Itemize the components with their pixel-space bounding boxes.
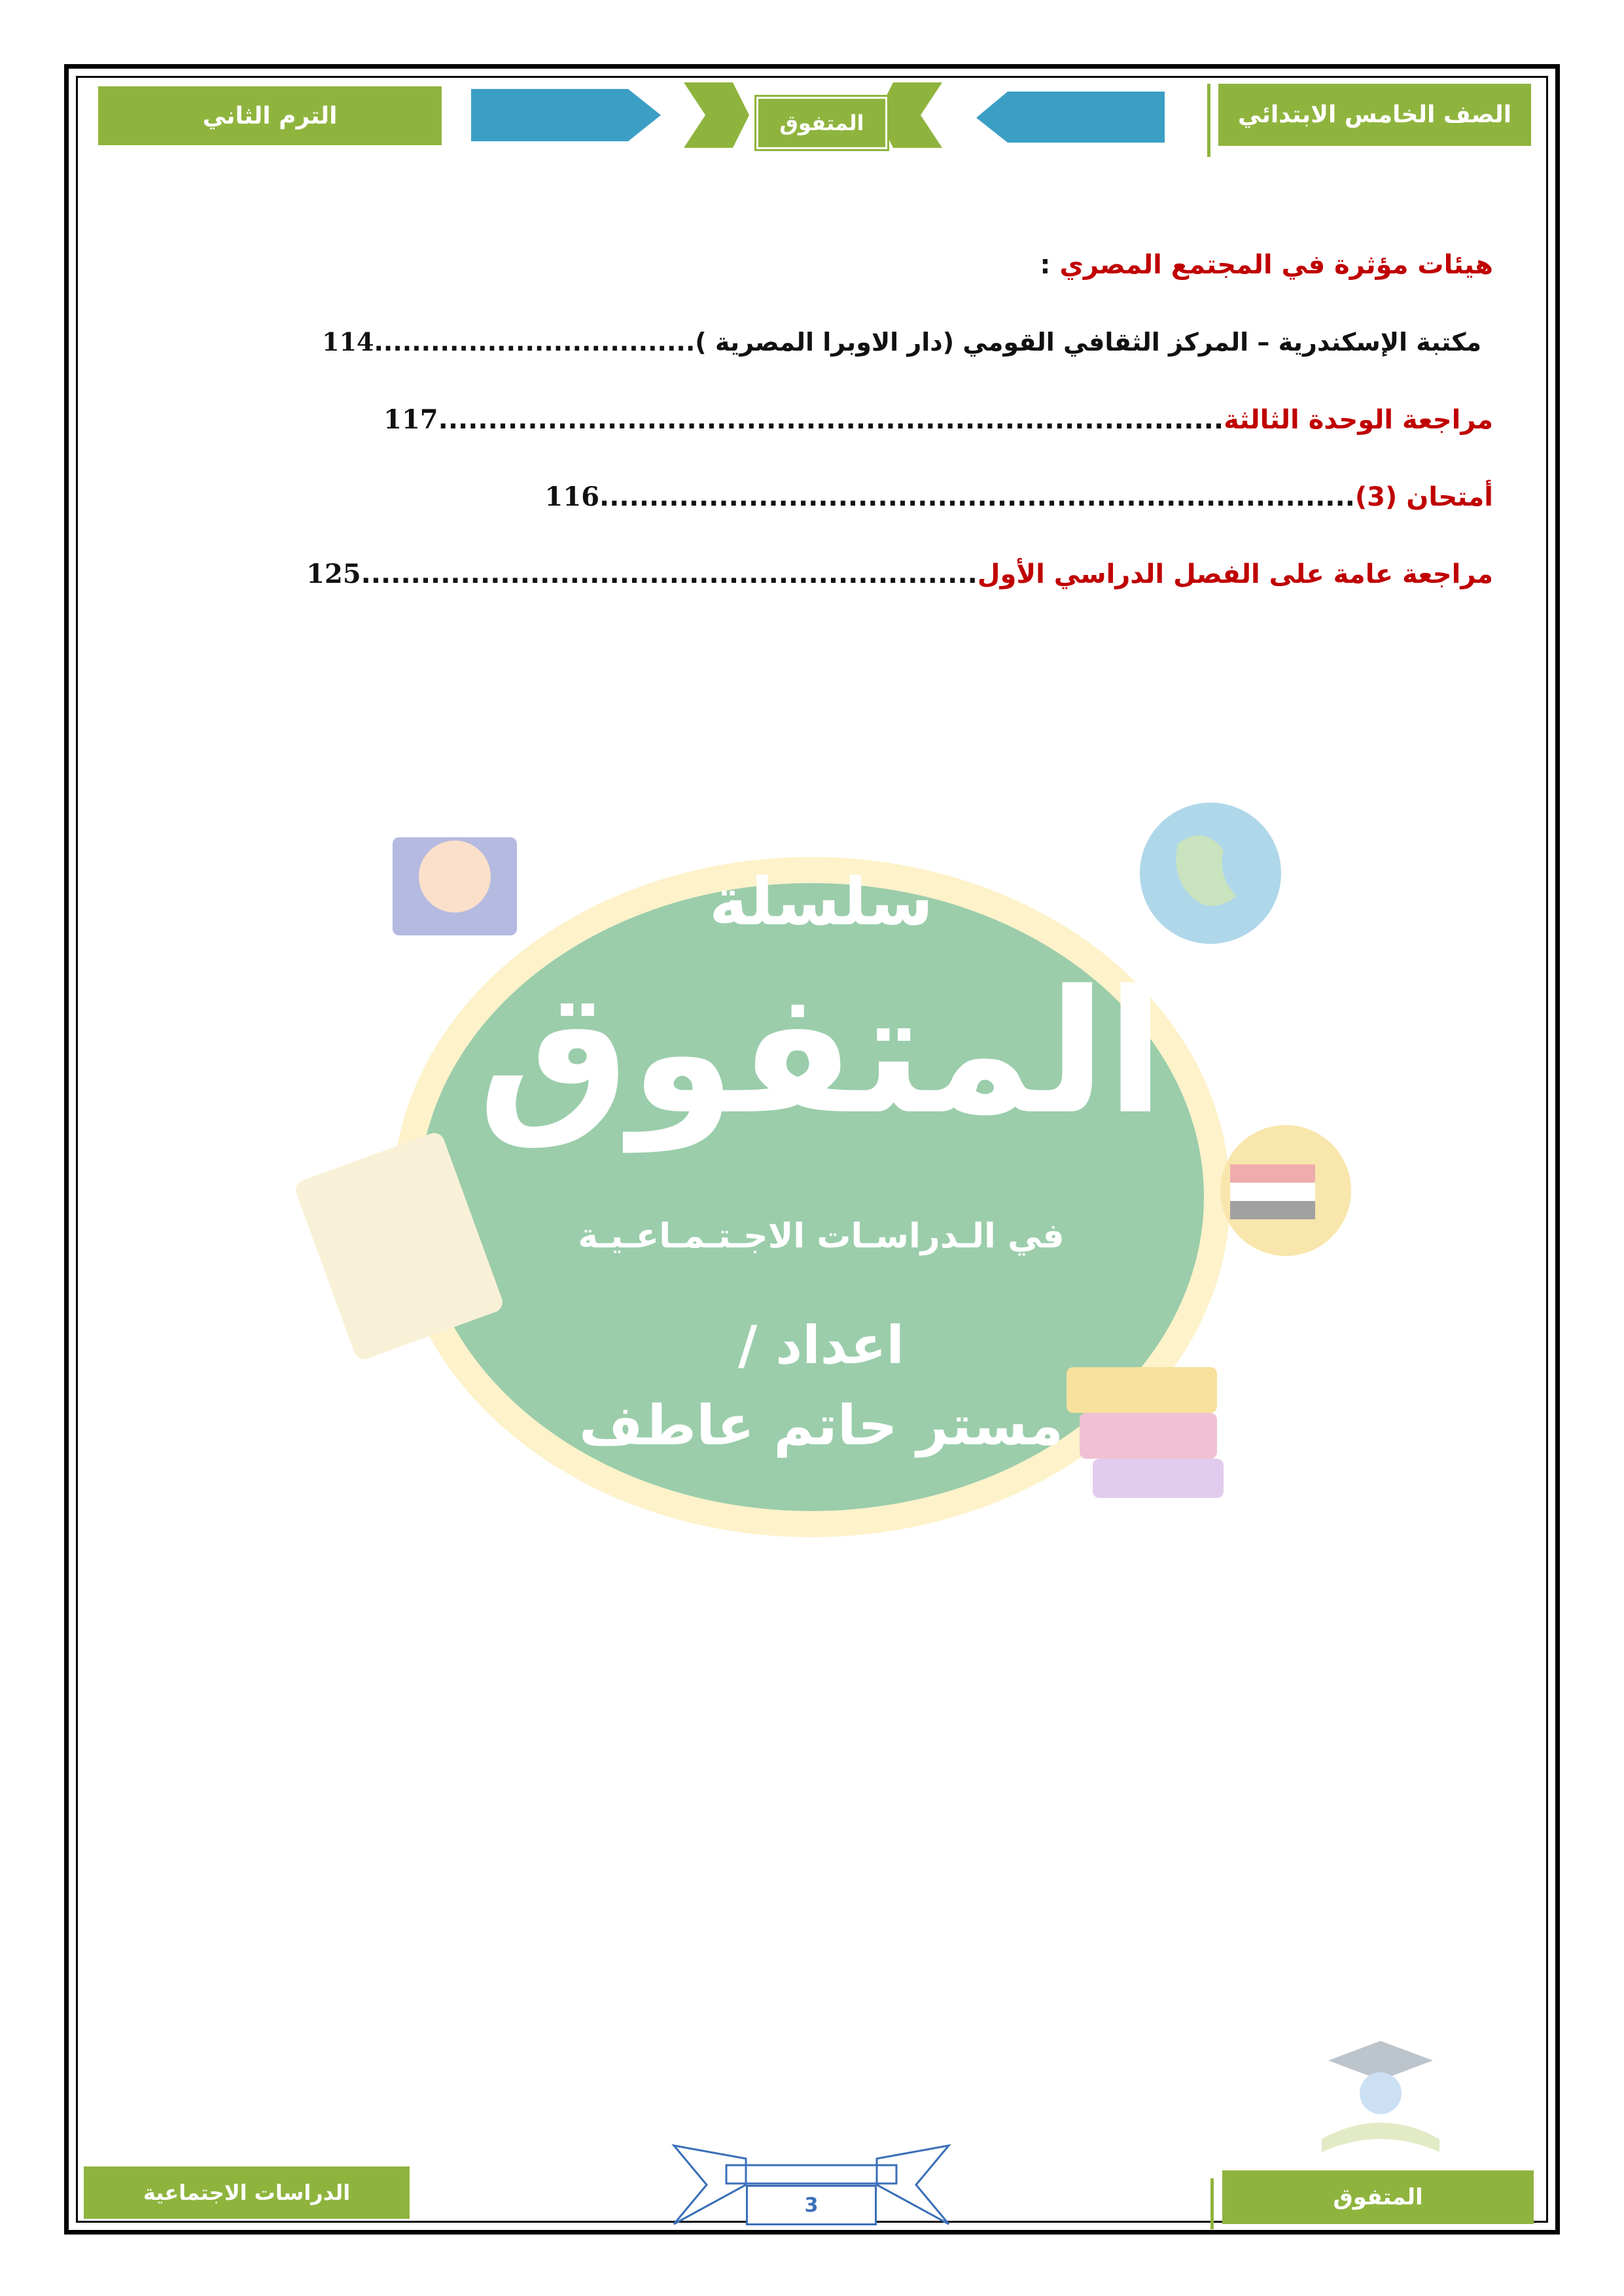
header-brand-label: المتفوق [756,97,887,149]
header-right-edge [1207,84,1210,157]
footer-ribbon-band [726,2165,896,2183]
section-heading-colon: : [1040,250,1051,280]
toc-entry-title: مراجعة عامة على الفصل الدراسي الأول [977,559,1493,589]
right-blue-arrow [976,92,1165,143]
toc-entry-dots: .............................................................. [361,559,978,589]
toc-entry-dots: ............................................................................ [599,482,1355,512]
footer-brand-label: المتفوق [1222,2170,1534,2224]
toc-entry-dots: .................................. [374,328,696,357]
watermark-prepared-by: اعداد / [738,1315,904,1376]
flag-red-stripe [1230,1164,1315,1183]
section-heading-text: هيئات مؤثرة في المجتمع المصري [1059,250,1493,280]
toc-entry-title: مكتبة الإسكندرية – المركز الثقافي القومي (دار الاوبرا المصرية ) [695,328,1481,357]
watermark-author: مستر حاتم عاطف [578,1393,1064,1457]
header-term-label: الترم الثاني [98,86,442,145]
left-blue-arrow [471,89,661,141]
toc-entry-title: مراجعة الوحدة الثالثة [1224,405,1493,435]
toc-entry-page: 125 [306,559,361,589]
header-left-edge [98,86,101,145]
open-book-icon [1322,2123,1439,2152]
reading-student-logo [1302,2028,1459,2159]
toc-entry-page: 116 [544,481,600,512]
toc-entry-dots: ............................................................................... [438,405,1224,435]
toc-entry-page: 114 [322,327,374,357]
toc-entry-title: أمتحان (3) [1354,482,1493,512]
left-green-chevron [684,82,749,148]
toc-entry [322,327,1481,357]
section-heading [1040,250,1493,280]
watermark-name: المتفوق [478,954,1165,1152]
watermark-subject: في الـدراسـات الاجـتـمـاعـيـة [578,1217,1065,1256]
toc-entry [306,559,1493,589]
footer-ribbon-right [877,2146,949,2224]
book-purple [1093,1459,1224,1498]
toc-entry-page: 117 [383,404,438,435]
toc-entry [383,404,1493,435]
logo-head [1360,2072,1402,2114]
watermark-series: سلسلة [709,863,934,940]
watermark [281,765,1361,1590]
footer-ribbon-left [674,2146,746,2224]
header-grade-label: الصف الخامس الابتدائي [1218,84,1531,146]
footer-subject-label: الدراسات الاجتماعية [84,2166,410,2219]
toc-entry [545,481,1493,512]
flag-white-stripe [1230,1183,1315,1201]
footer-right-edge [1210,2178,1214,2229]
page-number: 3 [746,2185,877,2225]
